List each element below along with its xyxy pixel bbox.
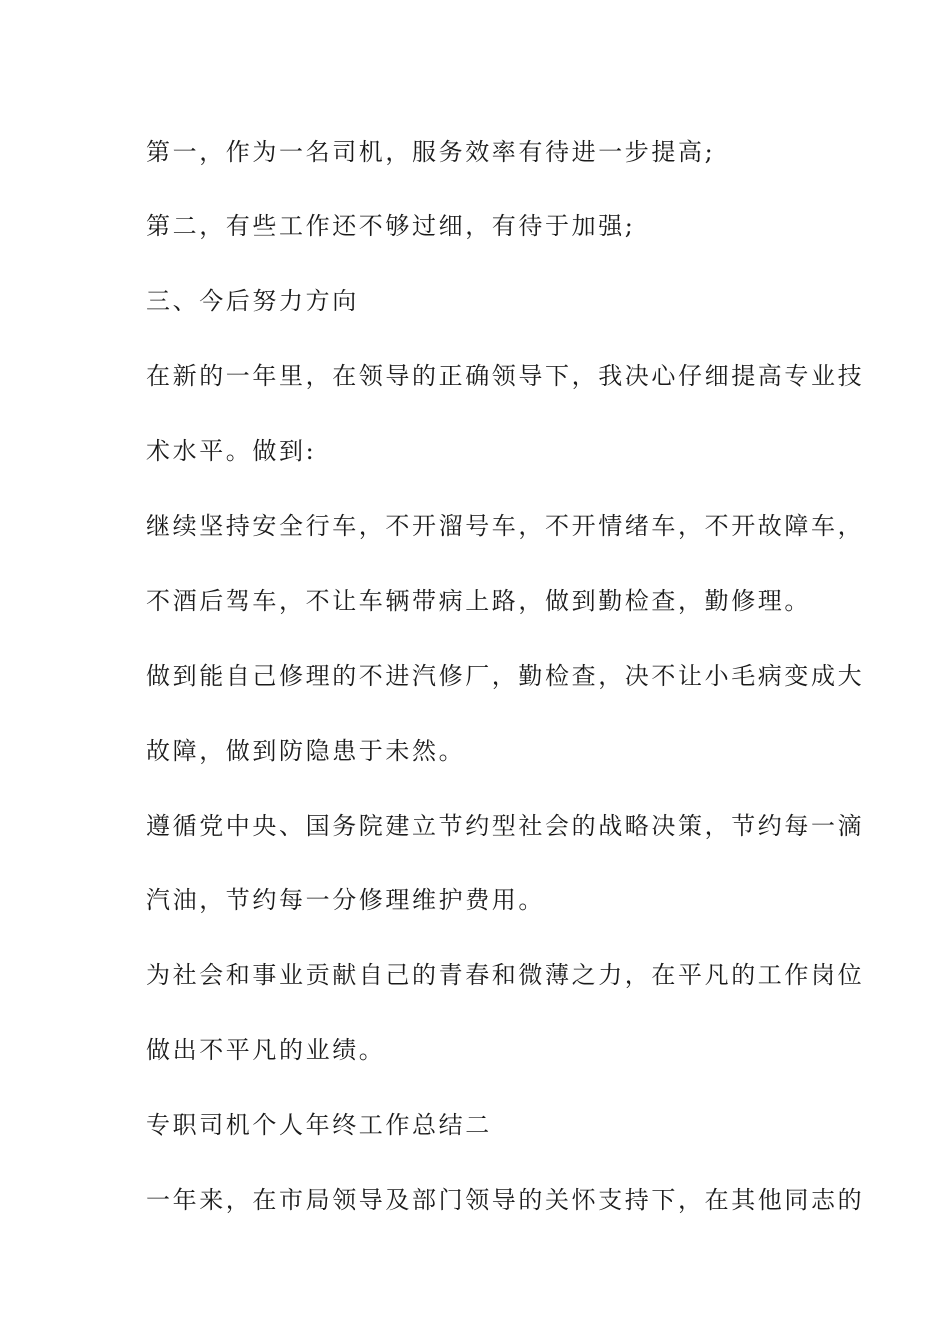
text-line: 遵循党中央、国务院建立节约型社会的战略决策，节约每一滴	[146, 812, 865, 840]
section-heading: 三、今后努力方向	[146, 287, 359, 315]
text-line: 在新的一年里，在领导的正确领导下，我决心仔细提高专业技	[146, 362, 865, 390]
text-line: 为社会和事业贡献自己的青春和微薄之力，在平凡的工作岗位	[146, 961, 865, 989]
text-line: 一年来，在市局领导及部门领导的关怀支持下，在其他同志的	[146, 1186, 865, 1214]
text-line: 术水平。做到:	[146, 437, 317, 465]
section-title: 专职司机个人年终工作总结二	[146, 1111, 492, 1139]
text-line: 不酒后驾车，不让车辆带病上路，做到勤检查，勤修理。	[146, 587, 811, 615]
text-line: 故障，做到防隐患于未然。	[146, 737, 466, 765]
text-line: 第二，有些工作还不够过细，有待于加强;	[146, 212, 636, 240]
text-line: 汽油，节约每一分修理维护费用。	[146, 886, 545, 914]
text-line: 继续坚持安全行车，不开溜号车，不开情绪车，不开故障车，	[146, 512, 865, 540]
text-line: 做出不平凡的业绩。	[146, 1036, 386, 1064]
text-line: 第一，作为一名司机，服务效率有待进一步提高;	[146, 138, 716, 166]
text-line: 做到能自己修理的不进汽修厂，勤检查，决不让小毛病变成大	[146, 662, 865, 690]
